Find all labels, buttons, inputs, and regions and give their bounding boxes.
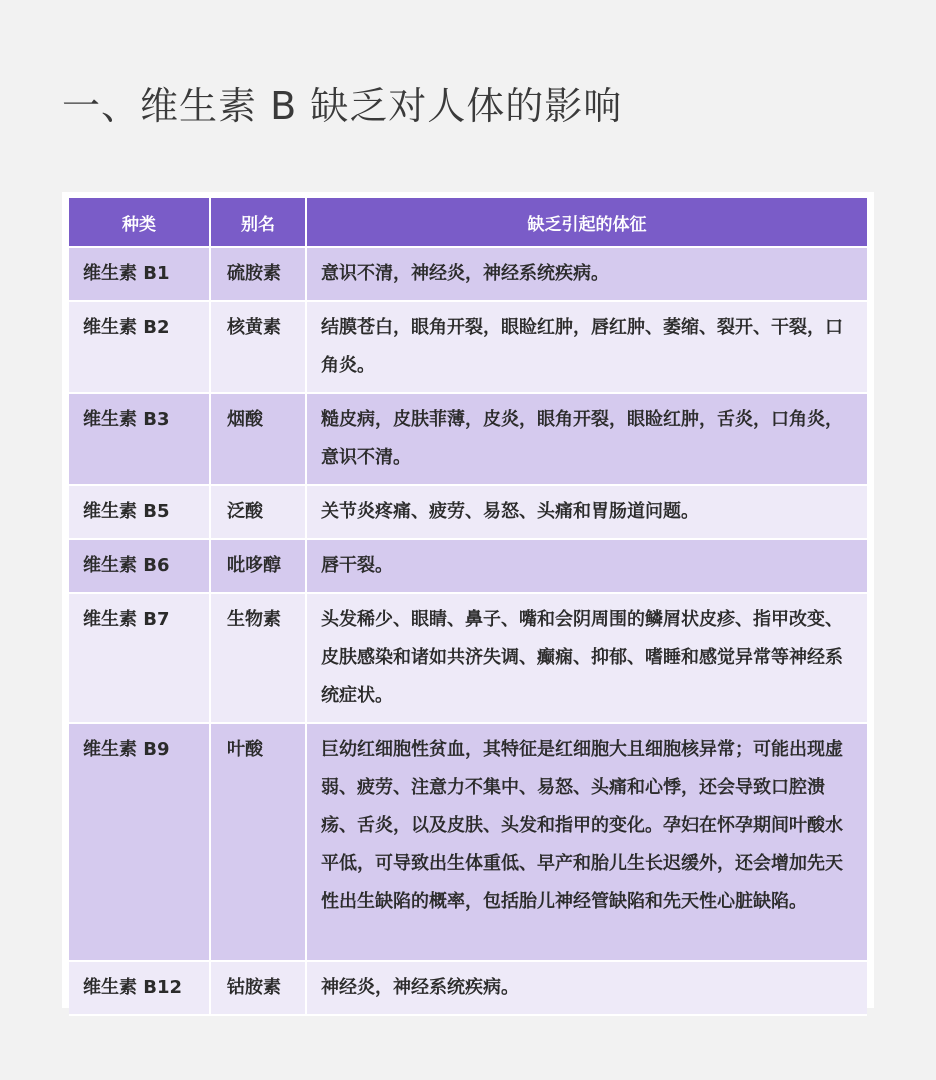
- table-row: [69, 394, 867, 486]
- cell-symptoms: 糙皮病，皮肤菲薄，皮炎，眼角开裂，眼睑红肿，舌炎，口角炎，意识不清。: [307, 394, 867, 486]
- cell-symptoms: 意识不清，神经炎，神经系统疾病。: [307, 248, 867, 302]
- cell-symptoms: 关节炎疼痛、疲劳、易怒、头痛和胃肠道问题。: [307, 486, 867, 540]
- table-row: [69, 248, 867, 302]
- cell-type: 维生素 B2: [69, 302, 211, 394]
- cell-symptoms: 唇干裂。: [307, 540, 867, 594]
- cell-alias: 钴胺素: [211, 962, 307, 1016]
- page-title: 一、维生素 B 缺乏对人体的影响: [62, 84, 623, 128]
- table-row: [69, 302, 867, 394]
- cell-type: 维生素 B5: [69, 486, 211, 540]
- cell-alias: 泛酸: [211, 486, 307, 540]
- cell-alias: 生物素: [211, 594, 307, 724]
- cell-symptoms: 头发稀少、眼睛、鼻子、嘴和会阴周围的鳞屑状皮疹、指甲改变、皮肤感染和诸如共济失调、癫痫、抑郁、嗜睡和感觉异常等神经系统症状。: [307, 594, 867, 724]
- header-symptoms: 缺乏引起的体征: [307, 198, 867, 248]
- cell-alias: 吡哆醇: [211, 540, 307, 594]
- cell-symptoms: 神经炎，神经系统疾病。: [307, 962, 867, 1016]
- cell-alias: 核黄素: [211, 302, 307, 394]
- header-type: 种类: [69, 198, 211, 248]
- table-row: [69, 594, 867, 724]
- cell-alias: 叶酸: [211, 724, 307, 962]
- header-alias: 别名: [211, 198, 307, 248]
- cell-type: 维生素 B7: [69, 594, 211, 724]
- cell-symptoms: 巨幼红细胞性贫血，其特征是红细胞大且细胞核异常；可能出现虚弱、疲劳、注意力不集中、易怒、头痛和心悸，还会导致口腔溃疡、舌炎，以及皮肤、头发和指甲的变化。孕妇在怀孕期间叶酸水平低，可导致出生体重低、早产和胎儿生长迟缓外，还会增加先天性出生缺陷的概率，包括胎儿神经管缺陷和先天性心脏缺陷。: [307, 724, 867, 962]
- cell-type: 维生素 B6: [69, 540, 211, 594]
- vitamin-b-table-card: [62, 192, 874, 1008]
- cell-type: 维生素 B9: [69, 724, 211, 962]
- table-row: [69, 724, 867, 962]
- cell-type: 维生素 B12: [69, 962, 211, 1016]
- cell-alias: 烟酸: [211, 394, 307, 486]
- cell-symptoms: 结膜苍白，眼角开裂，眼睑红肿，唇红肿、萎缩、裂开、干裂，口角炎。: [307, 302, 867, 394]
- cell-alias: 硫胺素: [211, 248, 307, 302]
- table-row: [69, 486, 867, 540]
- table-header-row: [69, 198, 867, 248]
- cell-type: 维生素 B1: [69, 248, 211, 302]
- table-body: [69, 248, 867, 1016]
- cell-type: 维生素 B3: [69, 394, 211, 486]
- table-row: [69, 540, 867, 594]
- vitamin-b-table: [69, 198, 867, 1016]
- table-row: [69, 962, 867, 1016]
